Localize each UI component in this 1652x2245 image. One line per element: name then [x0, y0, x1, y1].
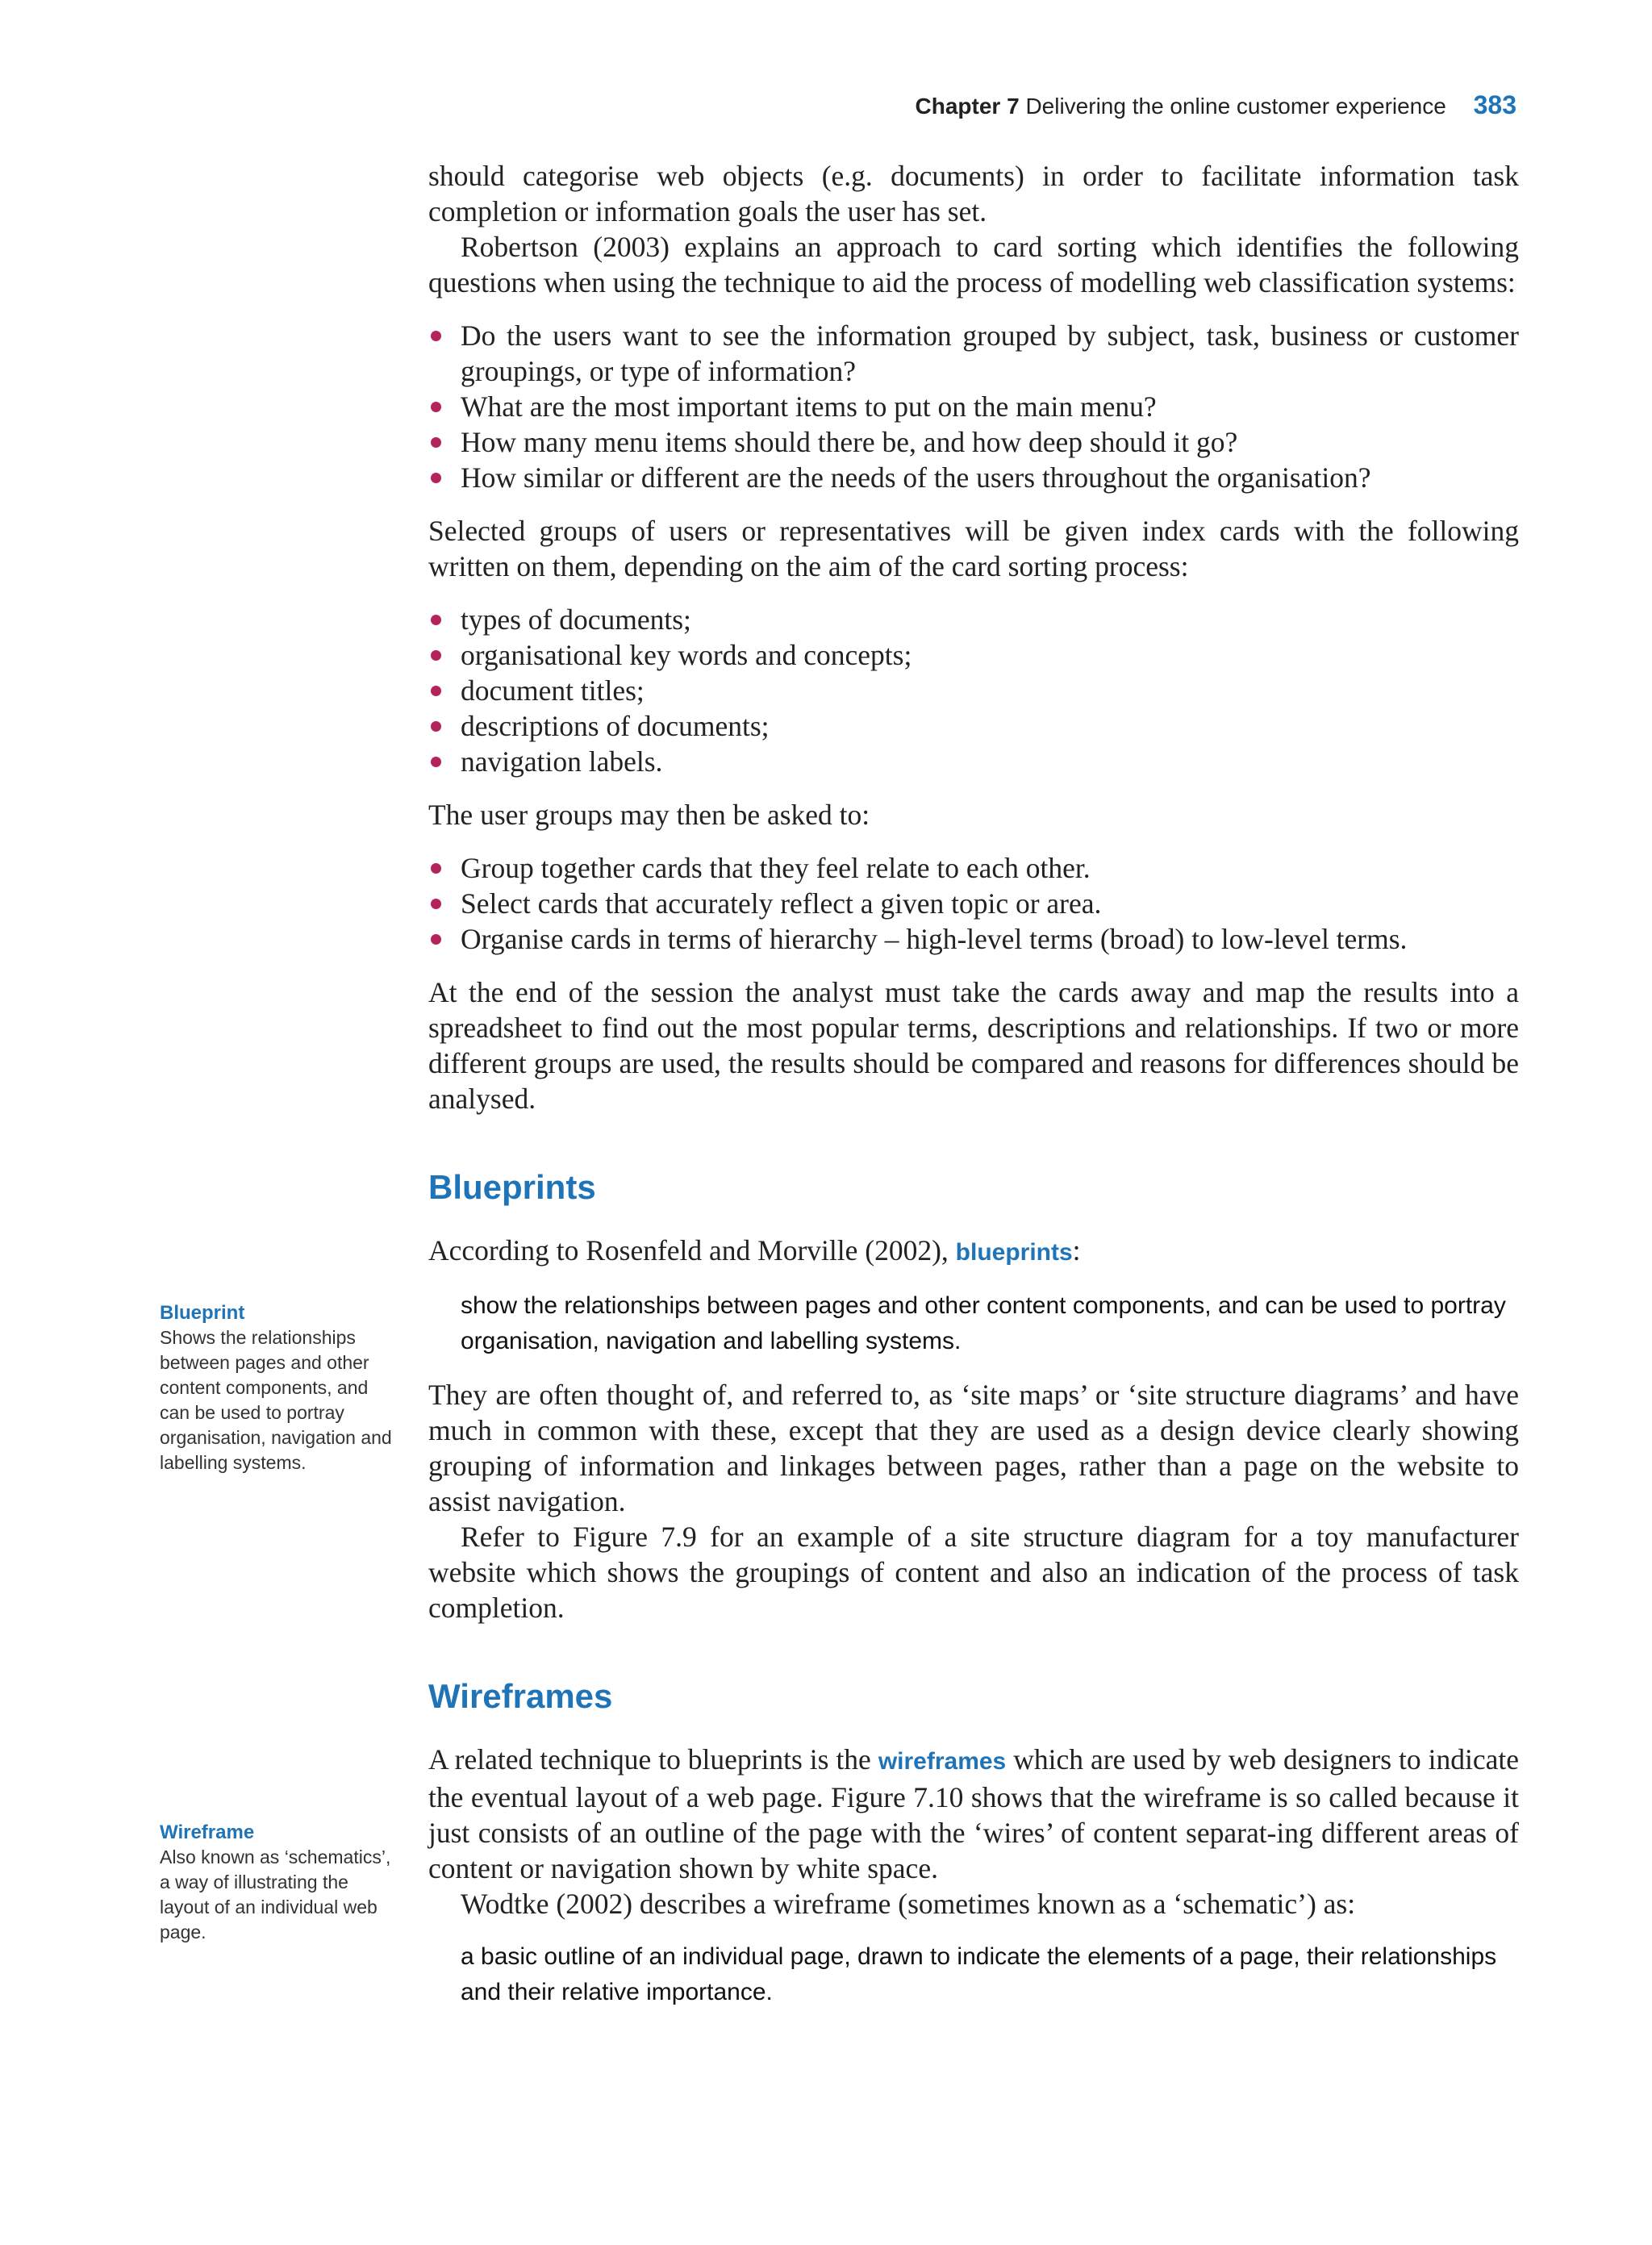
list-item: What are the most important items to put on the main menu?	[428, 389, 1519, 424]
paragraph: Robertson (2003) explains an approach to card sorting which identifies the following questions when using the technique to aid the process of modelling web classification systems:	[428, 231, 1519, 298]
text-span: which are used by web designers to indicate the eventual layout of a web page. Figure 7.10 shows that the wireframe is so called because it just consists of an outline of the page with the ‘wires’ of content separat-ing different areas of content or navigation shown by white space.	[428, 1743, 1520, 1884]
text-span: A related technique to blueprints is the	[428, 1743, 878, 1776]
paragraph: They are often thought of, and referred to, as ‘site maps’ or ‘site structure diagrams’ and have much in common with these, except that they are used as a design device clearly showing grouping of information and linkages between pages, rather than a page on the website to assist navigation.	[428, 1379, 1519, 1517]
key-term-blueprints: blueprints	[955, 1239, 1073, 1266]
running-header	[807, 90, 1516, 120]
list-item: descriptions of documents;	[428, 708, 1519, 744]
chapter-label: Chapter 7	[915, 94, 1020, 119]
list-item: types of documents;	[428, 602, 1519, 637]
paragraph: Selected groups of users or representatives will be given index cards with the following written on them, depending on the aim of the card sorting process:	[428, 515, 1519, 582]
block-quote: show the relationships between pages and other content components, and can be used to portray organisation, navigation and labelling systems.	[461, 1292, 1506, 1354]
list-item: Select cards that accurately reflect a given topic or area.	[428, 886, 1519, 921]
page-number: 383	[1473, 90, 1516, 119]
block-quote: a basic outline of an individual page, drawn to indicate the elements of a page, their relationships and their relative importance.	[461, 1943, 1497, 2005]
glossary-definition: Also known as ‘schematics’, a way of illustrating the layout of an individual web page.	[160, 1846, 391, 1942]
list-item: organisational key words and concepts;	[428, 637, 1519, 673]
glossary-definition: Shows the relationships between pages and other content components, and can be used to portray organisation, navigation and labelling systems.	[160, 1327, 392, 1473]
list-item: navigation labels.	[428, 744, 1519, 779]
bullet-list	[428, 602, 1519, 779]
bullet-list	[428, 850, 1519, 957]
list-item: Organise cards in terms of hierarchy – high-level terms (broad) to low-level terms.	[428, 921, 1519, 957]
paragraph	[428, 1233, 1519, 1271]
main-column	[428, 158, 1519, 2028]
key-term-wireframes: wireframes	[878, 1748, 1007, 1775]
glossary-term: Blueprint	[160, 1302, 245, 1324]
paragraph: At the end of the session the analyst must take the cards away and map the results into a spreadsheet to find out the most popular terms, descriptions and relationships. If two or more different groups are used, the results should be compared and reasons for differences should be analysed.	[428, 976, 1519, 1115]
paragraph: Wodtke (2002) describes a wireframe (sometimes known as a ‘schematic’) as:	[461, 1888, 1356, 1920]
list-item: How similar or different are the needs of the users throughout the organisation?	[428, 460, 1519, 495]
text-span: :	[1072, 1234, 1081, 1266]
paragraph: The user groups may then be asked to:	[428, 799, 870, 831]
list-item: document titles;	[428, 673, 1519, 708]
list-item: Do the users want to see the information grouped by subject, task, business or customer groupings, or type of information?	[428, 318, 1519, 389]
paragraph	[428, 1742, 1519, 1886]
section-heading-blueprints: Blueprints	[428, 1168, 596, 1206]
list-item: How many menu items should there be, and how deep should it go?	[428, 424, 1519, 460]
paragraph: Refer to Figure 7.9 for an example of a site structure diagram for a toy manufacturer website which shows the groupings of content and also an indication of the process of task completion.	[428, 1521, 1519, 1624]
glossary-term: Wireframe	[160, 1821, 255, 1843]
paragraph: should categorise web objects (e.g. documents) in order to facilitate information task completion or information goals the user has set.	[428, 160, 1519, 227]
glossary-wireframe	[160, 1820, 395, 1945]
list-item: Group together cards that they feel relate to each other.	[428, 850, 1519, 886]
section-heading-wireframes: Wireframes	[428, 1677, 613, 1715]
glossary-blueprint	[160, 1300, 395, 1475]
chapter-title: Delivering the online customer experience	[1025, 94, 1446, 119]
text-span: According to Rosenfeld and Morville (2002),	[428, 1234, 956, 1266]
bullet-list	[428, 318, 1519, 495]
